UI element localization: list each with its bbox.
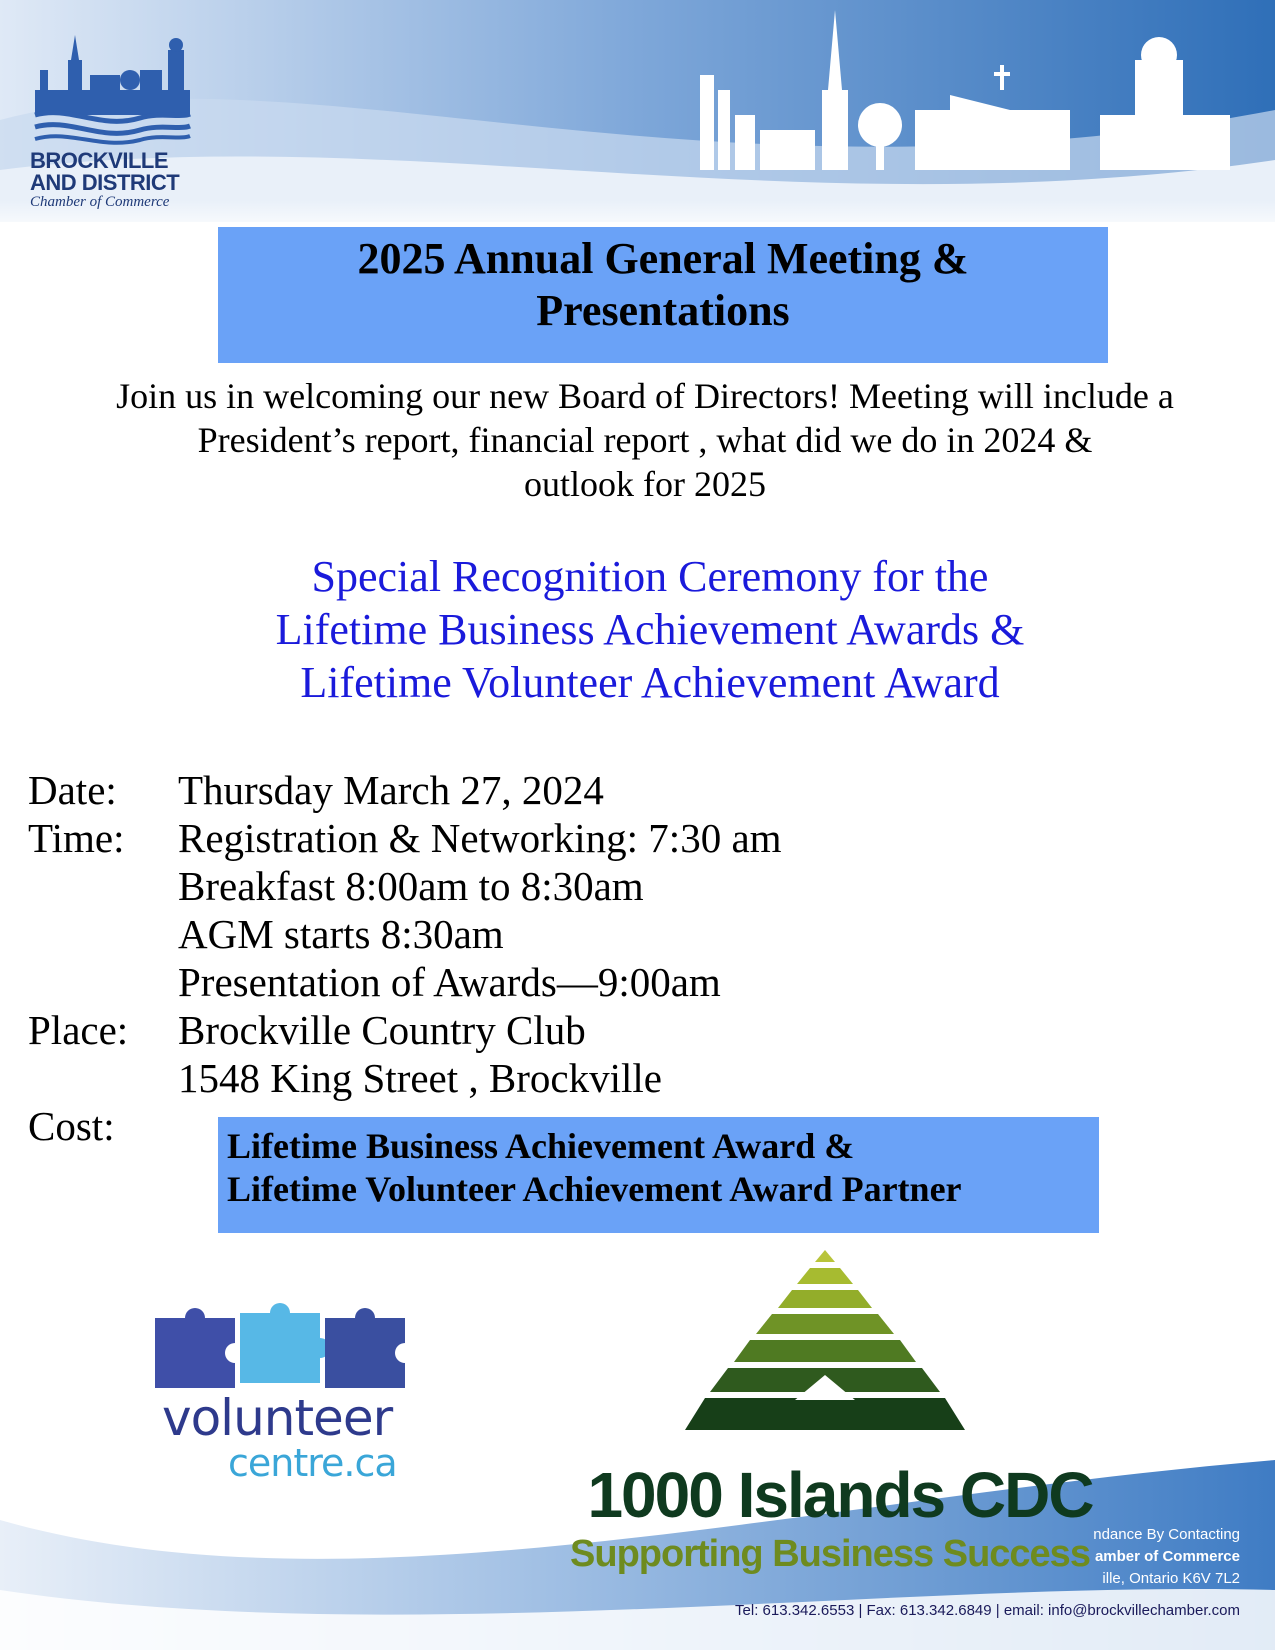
event-title-line2: Presentations (536, 286, 790, 335)
chamber-skyline-icon (30, 30, 200, 145)
place-venue: Brockville Country Club (178, 1007, 586, 1053)
time-breakfast: Breakfast 8:00am to 8:30am (178, 863, 644, 909)
event-title-box (218, 227, 1108, 363)
volunteer-word: volunteer (162, 1389, 393, 1447)
intro-line2: President’s report, financial report , what did we do in 2024 & (197, 420, 1093, 460)
event-title-line1: 2025 Annual General Meeting & (357, 234, 969, 283)
volunteer-centre-logo (150, 1298, 440, 1498)
chamber-logo (30, 30, 200, 215)
puzzle-pieces-icon (150, 1298, 430, 1388)
partner-line1: Lifetime Business Achievement Award & (227, 1126, 855, 1166)
cost-label: Cost: (28, 1103, 115, 1149)
date-label: Date: (28, 767, 117, 813)
chamber-name-line2: AND DISTRICT (30, 170, 180, 195)
intro-paragraph (20, 374, 1270, 506)
place-label: Place: (28, 1007, 129, 1053)
recognition-line3: Lifetime Volunteer Achievement Award (300, 658, 1000, 707)
cdc-name: 1000 Islands CDC (587, 1459, 1093, 1531)
recognition-heading (100, 550, 1200, 709)
cdc-tagline: Supporting Business Success (570, 1533, 1090, 1575)
recognition-line1: Special Recognition Ceremony for the (311, 552, 989, 601)
intro-line3: outlook for 2025 (524, 464, 766, 504)
footer-address-line: ille, Ontario K6V 7L2 (1102, 1570, 1240, 1587)
intro-line1: Join us in welcoming our new Board of Directors! Meeting will include a (116, 376, 1174, 416)
cdc-pyramid-icon (560, 1250, 1090, 1450)
place-address: 1548 King Street , Brockville (178, 1055, 662, 1101)
centre-word: centre.ca (228, 1441, 397, 1485)
time-awards: Presentation of Awards—9:00am (178, 959, 721, 1005)
chamber-name-line1: BROCKVILLE (30, 148, 168, 173)
footer-rsvp-line: ndance By Contacting (1093, 1526, 1240, 1543)
time-registration: Registration & Networking: 7:30 am (178, 815, 782, 861)
recognition-line2: Lifetime Business Achievement Awards & (275, 605, 1025, 654)
time-agm: AGM starts 8:30am (178, 911, 504, 957)
date-value: Thursday March 27, 2024 (178, 767, 604, 813)
chamber-name-line3: Chamber of Commerce (30, 194, 170, 210)
partner-line2: Lifetime Volunteer Achievement Award Partner (227, 1169, 962, 1209)
partner-box (218, 1117, 1099, 1233)
time-label: Time: (28, 815, 125, 861)
footer-contact-line: Tel: 613.342.6553 | Fax: 613.342.6849 | email: info@brockvillechamber.com (735, 1602, 1240, 1619)
footer-org-line: amber of Commerce (1094, 1548, 1240, 1565)
